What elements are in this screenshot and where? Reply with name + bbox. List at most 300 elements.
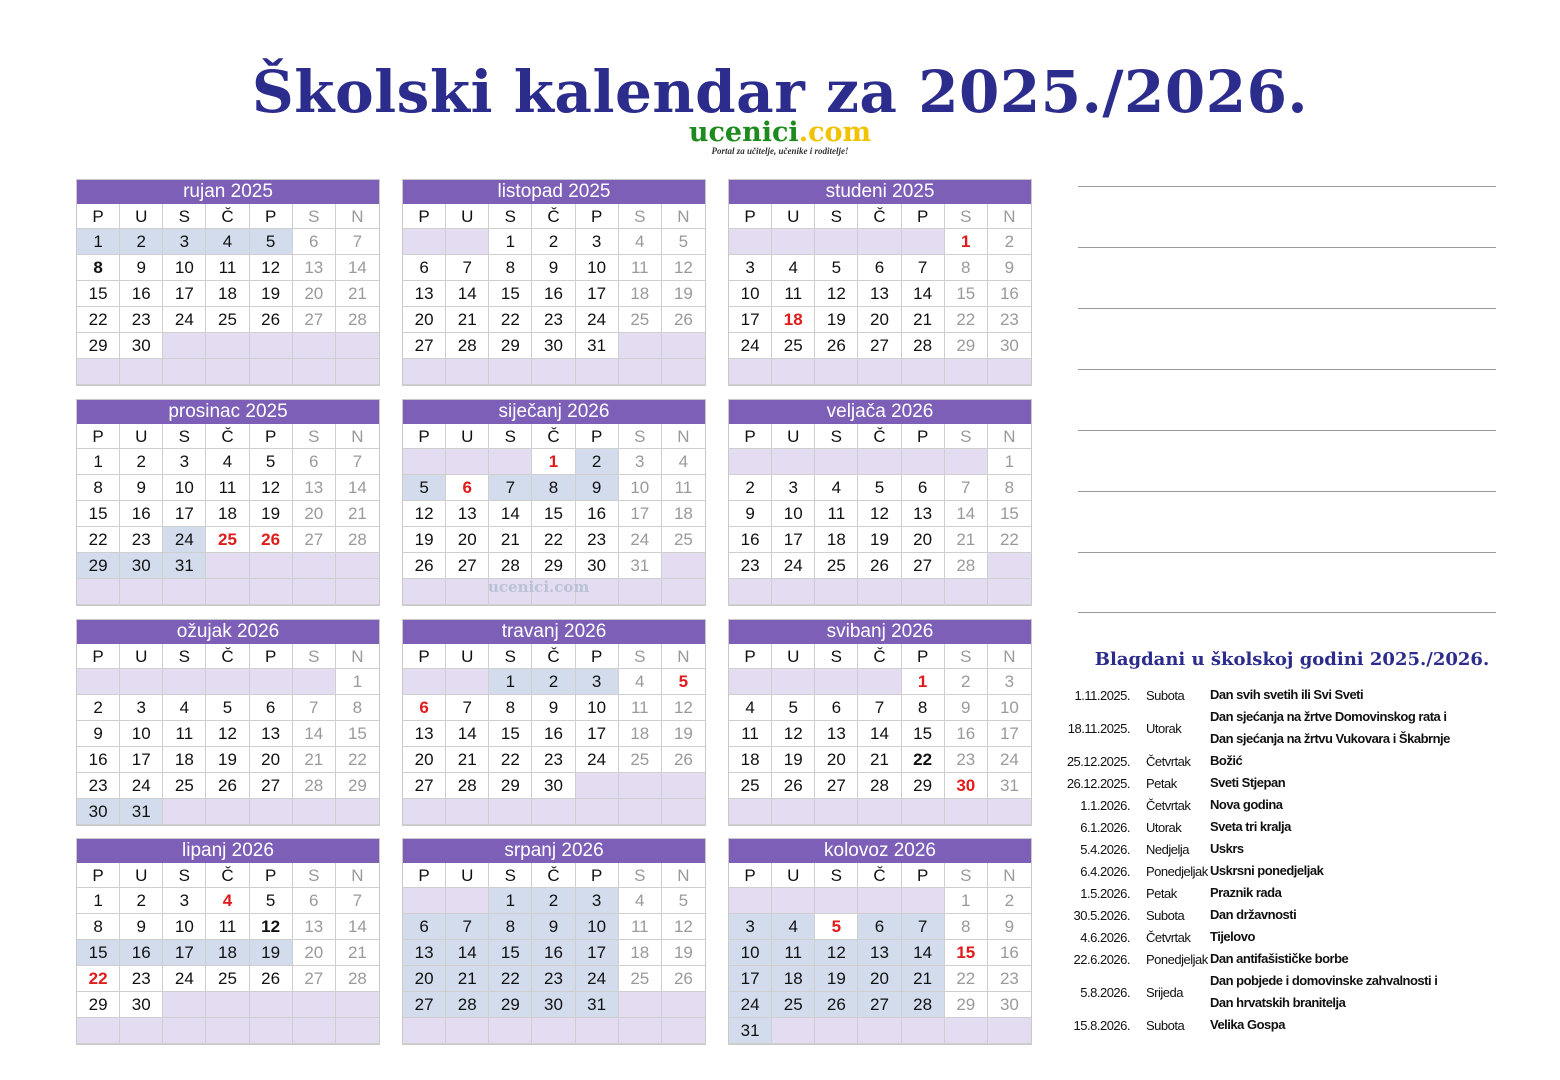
holiday-weekday: Petak (1146, 775, 1177, 791)
day-cell: 26 (662, 747, 705, 773)
day-cell: 16 (576, 501, 619, 527)
day-cell: 31 (576, 333, 619, 359)
weekday-label: Č (206, 424, 249, 449)
month-calendar (728, 179, 1032, 386)
empty-cell (902, 359, 945, 385)
day-cell: 28 (945, 553, 988, 579)
day-cell: 21 (489, 527, 532, 553)
holiday-row (1060, 684, 1530, 706)
day-cell: 11 (206, 914, 249, 940)
empty-cell (858, 888, 901, 914)
holiday-name-line: Dan pobjede i domovinske zahvalnosti i (1210, 973, 1438, 988)
day-cell: 16 (945, 721, 988, 747)
day-cell: 25 (619, 307, 662, 333)
day-cell: 26 (662, 307, 705, 333)
empty-cell (293, 553, 336, 579)
weekday-header (403, 863, 705, 888)
weekday-label: U (772, 204, 815, 229)
empty-cell (120, 669, 163, 695)
weekday-label: P (77, 424, 120, 449)
empty-cell (619, 1018, 662, 1044)
weekday-label: P (729, 863, 772, 888)
weekday-label: S (945, 863, 988, 888)
empty-cell (403, 449, 446, 475)
day-cell: 16 (77, 747, 120, 773)
day-cell: 6 (293, 449, 336, 475)
holiday-date: 15.8.2026. (1073, 1017, 1130, 1033)
day-cell: 21 (858, 747, 901, 773)
day-cell: 29 (945, 992, 988, 1018)
weekday-header (403, 424, 705, 449)
day-cell: 1 (489, 888, 532, 914)
day-cell: 8 (902, 695, 945, 721)
logo-domain: .com (798, 117, 872, 148)
day-cell: 9 (945, 695, 988, 721)
day-cell: 3 (576, 229, 619, 255)
day-cell: 31 (619, 553, 662, 579)
empty-cell (619, 579, 662, 605)
day-grid (729, 449, 1031, 605)
empty-cell (858, 669, 901, 695)
day-cell: 7 (446, 695, 489, 721)
day-cell: 6 (446, 475, 489, 501)
logo (620, 118, 940, 156)
day-cell: 24 (120, 773, 163, 799)
day-cell: 26 (403, 553, 446, 579)
day-cell: 29 (336, 773, 379, 799)
day-cell: 16 (532, 721, 575, 747)
day-cell: 25 (729, 773, 772, 799)
empty-cell (336, 799, 379, 825)
day-cell: 31 (163, 553, 206, 579)
weekday-label: S (163, 644, 206, 669)
weekday-label: S (489, 204, 532, 229)
day-grid (403, 229, 705, 385)
day-cell: 2 (532, 229, 575, 255)
day-cell: 11 (619, 255, 662, 281)
empty-cell (446, 229, 489, 255)
day-cell: 14 (902, 940, 945, 966)
day-cell: 6 (293, 888, 336, 914)
day-cell: 24 (163, 966, 206, 992)
day-cell: 19 (662, 940, 705, 966)
day-cell: 30 (532, 333, 575, 359)
day-cell: 12 (815, 281, 858, 307)
day-cell: 29 (532, 553, 575, 579)
day-cell: 27 (403, 992, 446, 1018)
day-cell: 13 (403, 281, 446, 307)
weekday-label: U (772, 863, 815, 888)
weekday-label: U (446, 204, 489, 229)
empty-cell (446, 449, 489, 475)
empty-cell (858, 579, 901, 605)
holiday-date: 6.4.2026. (1080, 863, 1130, 879)
empty-cell (815, 888, 858, 914)
empty-cell (446, 799, 489, 825)
weekday-label: N (662, 424, 705, 449)
month-calendar (76, 619, 380, 826)
day-cell: 26 (250, 307, 293, 333)
holiday-row (1060, 816, 1530, 838)
holiday-name-line: Dan sjećanja na žrtvu Vukovara i Škabrnje (1210, 731, 1450, 746)
day-cell: 29 (489, 992, 532, 1018)
day-cell: 30 (120, 992, 163, 1018)
empty-cell (293, 333, 336, 359)
day-cell: 6 (403, 255, 446, 281)
day-cell: 22 (489, 747, 532, 773)
day-cell: 27 (446, 553, 489, 579)
empty-cell (206, 553, 249, 579)
empty-cell (858, 449, 901, 475)
holiday-name (1210, 838, 1510, 860)
day-cell: 28 (336, 527, 379, 553)
holiday-name (1210, 750, 1510, 772)
day-cell: 21 (293, 747, 336, 773)
day-cell: 11 (729, 721, 772, 747)
month-calendar (402, 399, 706, 606)
day-cell: 13 (293, 255, 336, 281)
empty-cell (336, 359, 379, 385)
empty-cell (945, 449, 988, 475)
empty-cell (446, 1018, 489, 1044)
day-cell: 12 (858, 501, 901, 527)
day-cell: 24 (576, 307, 619, 333)
day-cell: 28 (446, 773, 489, 799)
day-cell: 7 (858, 695, 901, 721)
day-cell: 8 (489, 695, 532, 721)
note-line (1078, 552, 1496, 553)
holiday-name-line: Sveta tri kralja (1210, 819, 1291, 834)
day-cell: 7 (336, 888, 379, 914)
day-cell: 5 (403, 475, 446, 501)
day-cell: 11 (206, 475, 249, 501)
weekday-label: U (446, 424, 489, 449)
day-cell: 19 (250, 281, 293, 307)
empty-cell (206, 669, 249, 695)
day-cell: 11 (206, 255, 249, 281)
day-cell: 22 (77, 307, 120, 333)
holiday-weekday: Petak (1146, 885, 1177, 901)
day-cell: 21 (446, 307, 489, 333)
day-cell: 10 (729, 281, 772, 307)
day-cell: 30 (532, 992, 575, 1018)
empty-cell (619, 359, 662, 385)
holiday-weekday: Četvrtak (1146, 929, 1191, 945)
weekday-label: P (902, 204, 945, 229)
day-cell: 25 (662, 527, 705, 553)
weekday-label: N (336, 424, 379, 449)
day-cell: 12 (250, 475, 293, 501)
day-cell: 8 (77, 255, 120, 281)
day-cell: 1 (489, 229, 532, 255)
weekday-header (77, 204, 379, 229)
day-cell: 6 (902, 475, 945, 501)
day-cell: 11 (815, 501, 858, 527)
day-cell: 20 (293, 940, 336, 966)
day-cell: 16 (120, 501, 163, 527)
day-cell: 19 (403, 527, 446, 553)
empty-cell (532, 1018, 575, 1044)
weekday-label: S (945, 424, 988, 449)
day-cell: 11 (662, 475, 705, 501)
empty-cell (902, 888, 945, 914)
day-cell: 8 (988, 475, 1031, 501)
holiday-name (1210, 970, 1510, 1014)
day-cell: 30 (945, 773, 988, 799)
empty-cell (945, 579, 988, 605)
day-grid (729, 229, 1031, 385)
day-cell: 19 (815, 966, 858, 992)
holiday-name (1210, 882, 1510, 904)
empty-cell (815, 1018, 858, 1044)
note-line (1078, 491, 1496, 492)
day-cell: 17 (988, 721, 1031, 747)
day-cell: 1 (945, 229, 988, 255)
empty-cell (403, 669, 446, 695)
empty-cell (662, 992, 705, 1018)
day-cell: 21 (336, 501, 379, 527)
day-cell: 21 (336, 940, 379, 966)
day-cell: 22 (945, 307, 988, 333)
day-grid (403, 888, 705, 1044)
day-cell: 6 (858, 914, 901, 940)
empty-cell (336, 992, 379, 1018)
day-cell: 24 (772, 553, 815, 579)
day-cell: 18 (815, 527, 858, 553)
day-cell: 23 (532, 307, 575, 333)
empty-cell (576, 359, 619, 385)
month-calendar (728, 619, 1032, 826)
day-grid (77, 669, 379, 825)
empty-cell (902, 1018, 945, 1044)
day-cell: 23 (576, 527, 619, 553)
day-cell: 11 (772, 281, 815, 307)
day-cell: 22 (532, 527, 575, 553)
day-cell: 19 (815, 307, 858, 333)
day-cell: 21 (945, 527, 988, 553)
day-cell: 4 (206, 449, 249, 475)
day-cell: 3 (619, 449, 662, 475)
weekday-label: P (902, 644, 945, 669)
holiday-name-line: Uskrsni ponedjeljak (1210, 863, 1324, 878)
weekday-label: S (489, 424, 532, 449)
day-cell: 30 (120, 553, 163, 579)
empty-cell (250, 1018, 293, 1044)
day-cell: 18 (619, 721, 662, 747)
day-cell: 26 (858, 553, 901, 579)
day-cell: 20 (250, 747, 293, 773)
day-cell: 18 (772, 966, 815, 992)
note-line (1078, 186, 1496, 187)
holiday-name-line: Božić (1210, 753, 1243, 768)
day-cell: 5 (250, 229, 293, 255)
empty-cell (619, 773, 662, 799)
day-cell: 30 (576, 553, 619, 579)
day-cell: 2 (988, 229, 1031, 255)
day-cell: 2 (77, 695, 120, 721)
day-cell: 5 (250, 888, 293, 914)
logo-text: ucenici (688, 117, 799, 148)
day-grid (77, 449, 379, 605)
day-cell: 13 (858, 281, 901, 307)
month-title: prosinac 2025 (77, 400, 379, 424)
empty-cell (619, 333, 662, 359)
empty-cell (772, 579, 815, 605)
weekday-label: N (662, 863, 705, 888)
day-cell: 24 (729, 992, 772, 1018)
day-cell: 20 (293, 281, 336, 307)
empty-cell (815, 449, 858, 475)
day-cell: 20 (403, 966, 446, 992)
weekday-label: P (576, 204, 619, 229)
empty-cell (619, 992, 662, 1018)
day-cell: 4 (815, 475, 858, 501)
empty-cell (945, 1018, 988, 1044)
holiday-name-line: Velika Gospa (1210, 1017, 1285, 1032)
empty-cell (163, 992, 206, 1018)
watermark: ucenici.com (488, 578, 590, 596)
weekday-label: P (902, 863, 945, 888)
day-cell: 12 (403, 501, 446, 527)
day-cell: 26 (250, 527, 293, 553)
day-cell: 20 (293, 501, 336, 527)
holiday-row (1060, 904, 1530, 926)
empty-cell (902, 229, 945, 255)
empty-cell (902, 449, 945, 475)
day-cell: 4 (619, 888, 662, 914)
day-cell: 13 (293, 914, 336, 940)
empty-cell (619, 799, 662, 825)
holiday-date: 5.8.2026. (1080, 984, 1130, 1000)
weekday-label: P (77, 204, 120, 229)
day-cell: 13 (250, 721, 293, 747)
day-cell: 6 (250, 695, 293, 721)
day-cell: 15 (489, 281, 532, 307)
day-cell: 5 (815, 914, 858, 940)
day-cell: 25 (772, 992, 815, 1018)
day-cell: 22 (489, 307, 532, 333)
day-cell: 4 (772, 914, 815, 940)
weekday-label: Č (858, 204, 901, 229)
day-cell: 2 (120, 449, 163, 475)
day-cell: 13 (293, 475, 336, 501)
day-cell: 15 (988, 501, 1031, 527)
day-cell: 13 (815, 721, 858, 747)
day-cell: 7 (446, 255, 489, 281)
holiday-date: 4.6.2026. (1080, 929, 1130, 945)
empty-cell (163, 359, 206, 385)
day-cell: 26 (206, 773, 249, 799)
day-cell: 28 (336, 307, 379, 333)
weekday-label: Č (206, 863, 249, 888)
day-cell: 25 (206, 527, 249, 553)
day-cell: 16 (729, 527, 772, 553)
day-cell: 23 (729, 553, 772, 579)
day-cell: 23 (945, 747, 988, 773)
day-cell: 17 (163, 501, 206, 527)
empty-cell (662, 773, 705, 799)
empty-cell (293, 669, 336, 695)
empty-cell (250, 553, 293, 579)
day-cell: 30 (120, 333, 163, 359)
day-cell: 12 (206, 721, 249, 747)
month-calendar (76, 399, 380, 606)
day-cell: 1 (532, 449, 575, 475)
day-cell: 31 (576, 992, 619, 1018)
day-cell: 5 (662, 888, 705, 914)
day-cell: 14 (446, 940, 489, 966)
day-cell: 17 (619, 501, 662, 527)
day-cell: 10 (772, 501, 815, 527)
day-cell: 9 (532, 914, 575, 940)
day-cell: 19 (206, 747, 249, 773)
holiday-weekday: Ponedjeljak (1146, 951, 1208, 967)
empty-cell (988, 579, 1031, 605)
holiday-row (1060, 838, 1530, 860)
day-cell: 9 (532, 255, 575, 281)
empty-cell (77, 669, 120, 695)
day-cell: 31 (120, 799, 163, 825)
day-cell: 27 (293, 307, 336, 333)
empty-cell (729, 229, 772, 255)
holiday-date: 1.5.2026. (1080, 885, 1130, 901)
weekday-label: P (403, 644, 446, 669)
day-cell: 29 (945, 333, 988, 359)
day-cell: 20 (858, 966, 901, 992)
day-cell: 28 (902, 992, 945, 1018)
weekday-label: Č (532, 204, 575, 229)
day-cell: 7 (489, 475, 532, 501)
month-calendar (76, 838, 380, 1045)
day-cell: 16 (988, 940, 1031, 966)
day-cell: 17 (772, 527, 815, 553)
day-cell: 8 (336, 695, 379, 721)
empty-cell (163, 799, 206, 825)
empty-cell (729, 669, 772, 695)
day-cell: 26 (815, 333, 858, 359)
empty-cell (772, 359, 815, 385)
day-cell: 31 (729, 1018, 772, 1044)
empty-cell (446, 359, 489, 385)
day-cell: 6 (403, 695, 446, 721)
month-calendar (76, 179, 380, 386)
day-cell: 15 (77, 501, 120, 527)
weekday-label: U (446, 863, 489, 888)
day-cell: 30 (77, 799, 120, 825)
empty-cell (662, 1018, 705, 1044)
day-cell: 19 (250, 501, 293, 527)
empty-cell (403, 799, 446, 825)
day-cell: 8 (945, 914, 988, 940)
weekday-label: S (293, 863, 336, 888)
day-cell: 7 (902, 255, 945, 281)
day-cell: 23 (988, 966, 1031, 992)
day-cell: 22 (489, 966, 532, 992)
holiday-weekday: Srijeda (1146, 984, 1183, 1000)
day-cell: 14 (336, 475, 379, 501)
day-cell: 13 (403, 940, 446, 966)
day-cell: 15 (532, 501, 575, 527)
day-cell: 23 (532, 966, 575, 992)
weekday-label: S (815, 204, 858, 229)
empty-cell (293, 359, 336, 385)
day-cell: 26 (250, 966, 293, 992)
month-title: studeni 2025 (729, 180, 1031, 204)
holiday-name (1210, 948, 1510, 970)
holiday-weekday: Utorak (1146, 819, 1182, 835)
day-cell: 15 (77, 940, 120, 966)
day-cell: 8 (945, 255, 988, 281)
